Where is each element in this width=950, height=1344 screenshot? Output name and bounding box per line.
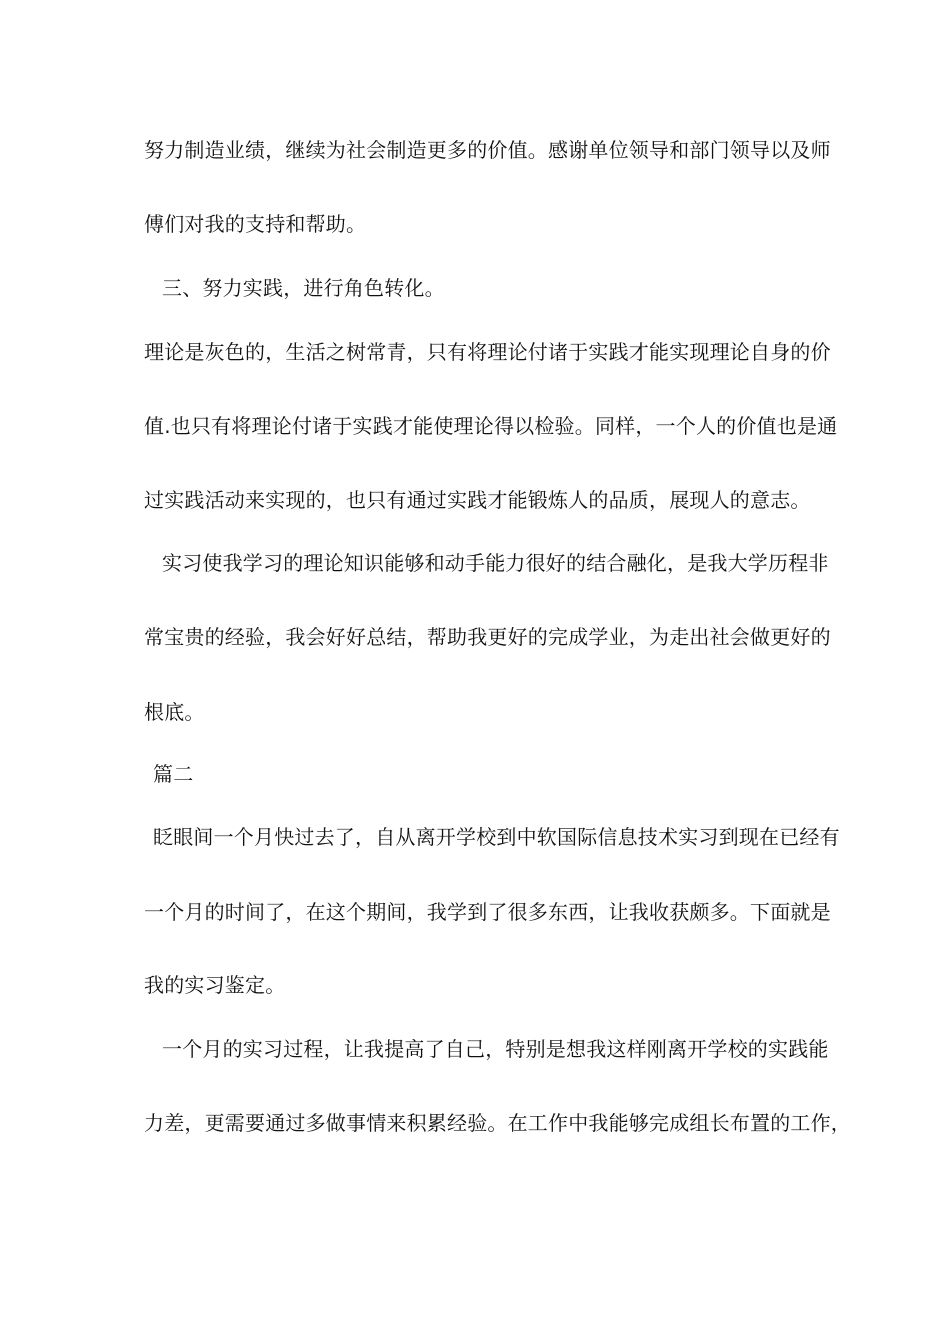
section-heading: 篇二 [153, 762, 194, 786]
text-line: 理论是灰色的，生活之树常青，只有将理论付诸于实践才能实现理论自身的价 [144, 340, 831, 364]
text-line: 根底。 [144, 700, 205, 724]
text-line: 一个月的时间了，在这个期间，我学到了很多东西，让我收获颇多。下面就是 [144, 900, 831, 924]
text-line: 我的实习鉴定。 [144, 973, 286, 997]
text-line: 值.也只有将理论付诸于实践才能使理论得以检验。同样，一个人的价值也是通 [144, 414, 838, 438]
section-heading: 三、努力实践，进行角色转化。 [162, 276, 445, 300]
text-line: 力差，更需要通过多做事情来积累经验。在工作中我能够完成组长布置的工作， [144, 1111, 851, 1135]
text-line: 傅们对我的支持和帮助。 [144, 212, 367, 236]
text-line: 过实践活动来实现的，也只有通过实践才能锻炼人的品质，展现人的意志。 [144, 488, 811, 512]
text-line: 一个月的实习过程，让我提高了自己，特别是想我这样刚离开学校的实践能 [162, 1037, 829, 1061]
text-line: 眨眼间一个月快过去了，自从离开学校到中软国际信息技术实习到现在已经有 [153, 825, 840, 849]
text-line: 努力制造业绩，继续为社会制造更多的价值。感谢单位领导和部门领导以及师 [144, 138, 831, 162]
text-line: 常宝贵的经验，我会好好总结，帮助我更好的完成学业，为走出社会做更好的 [144, 625, 831, 649]
text-line: 实习使我学习的理论知识能够和动手能力很好的结合融化，是我大学历程非 [162, 551, 829, 575]
